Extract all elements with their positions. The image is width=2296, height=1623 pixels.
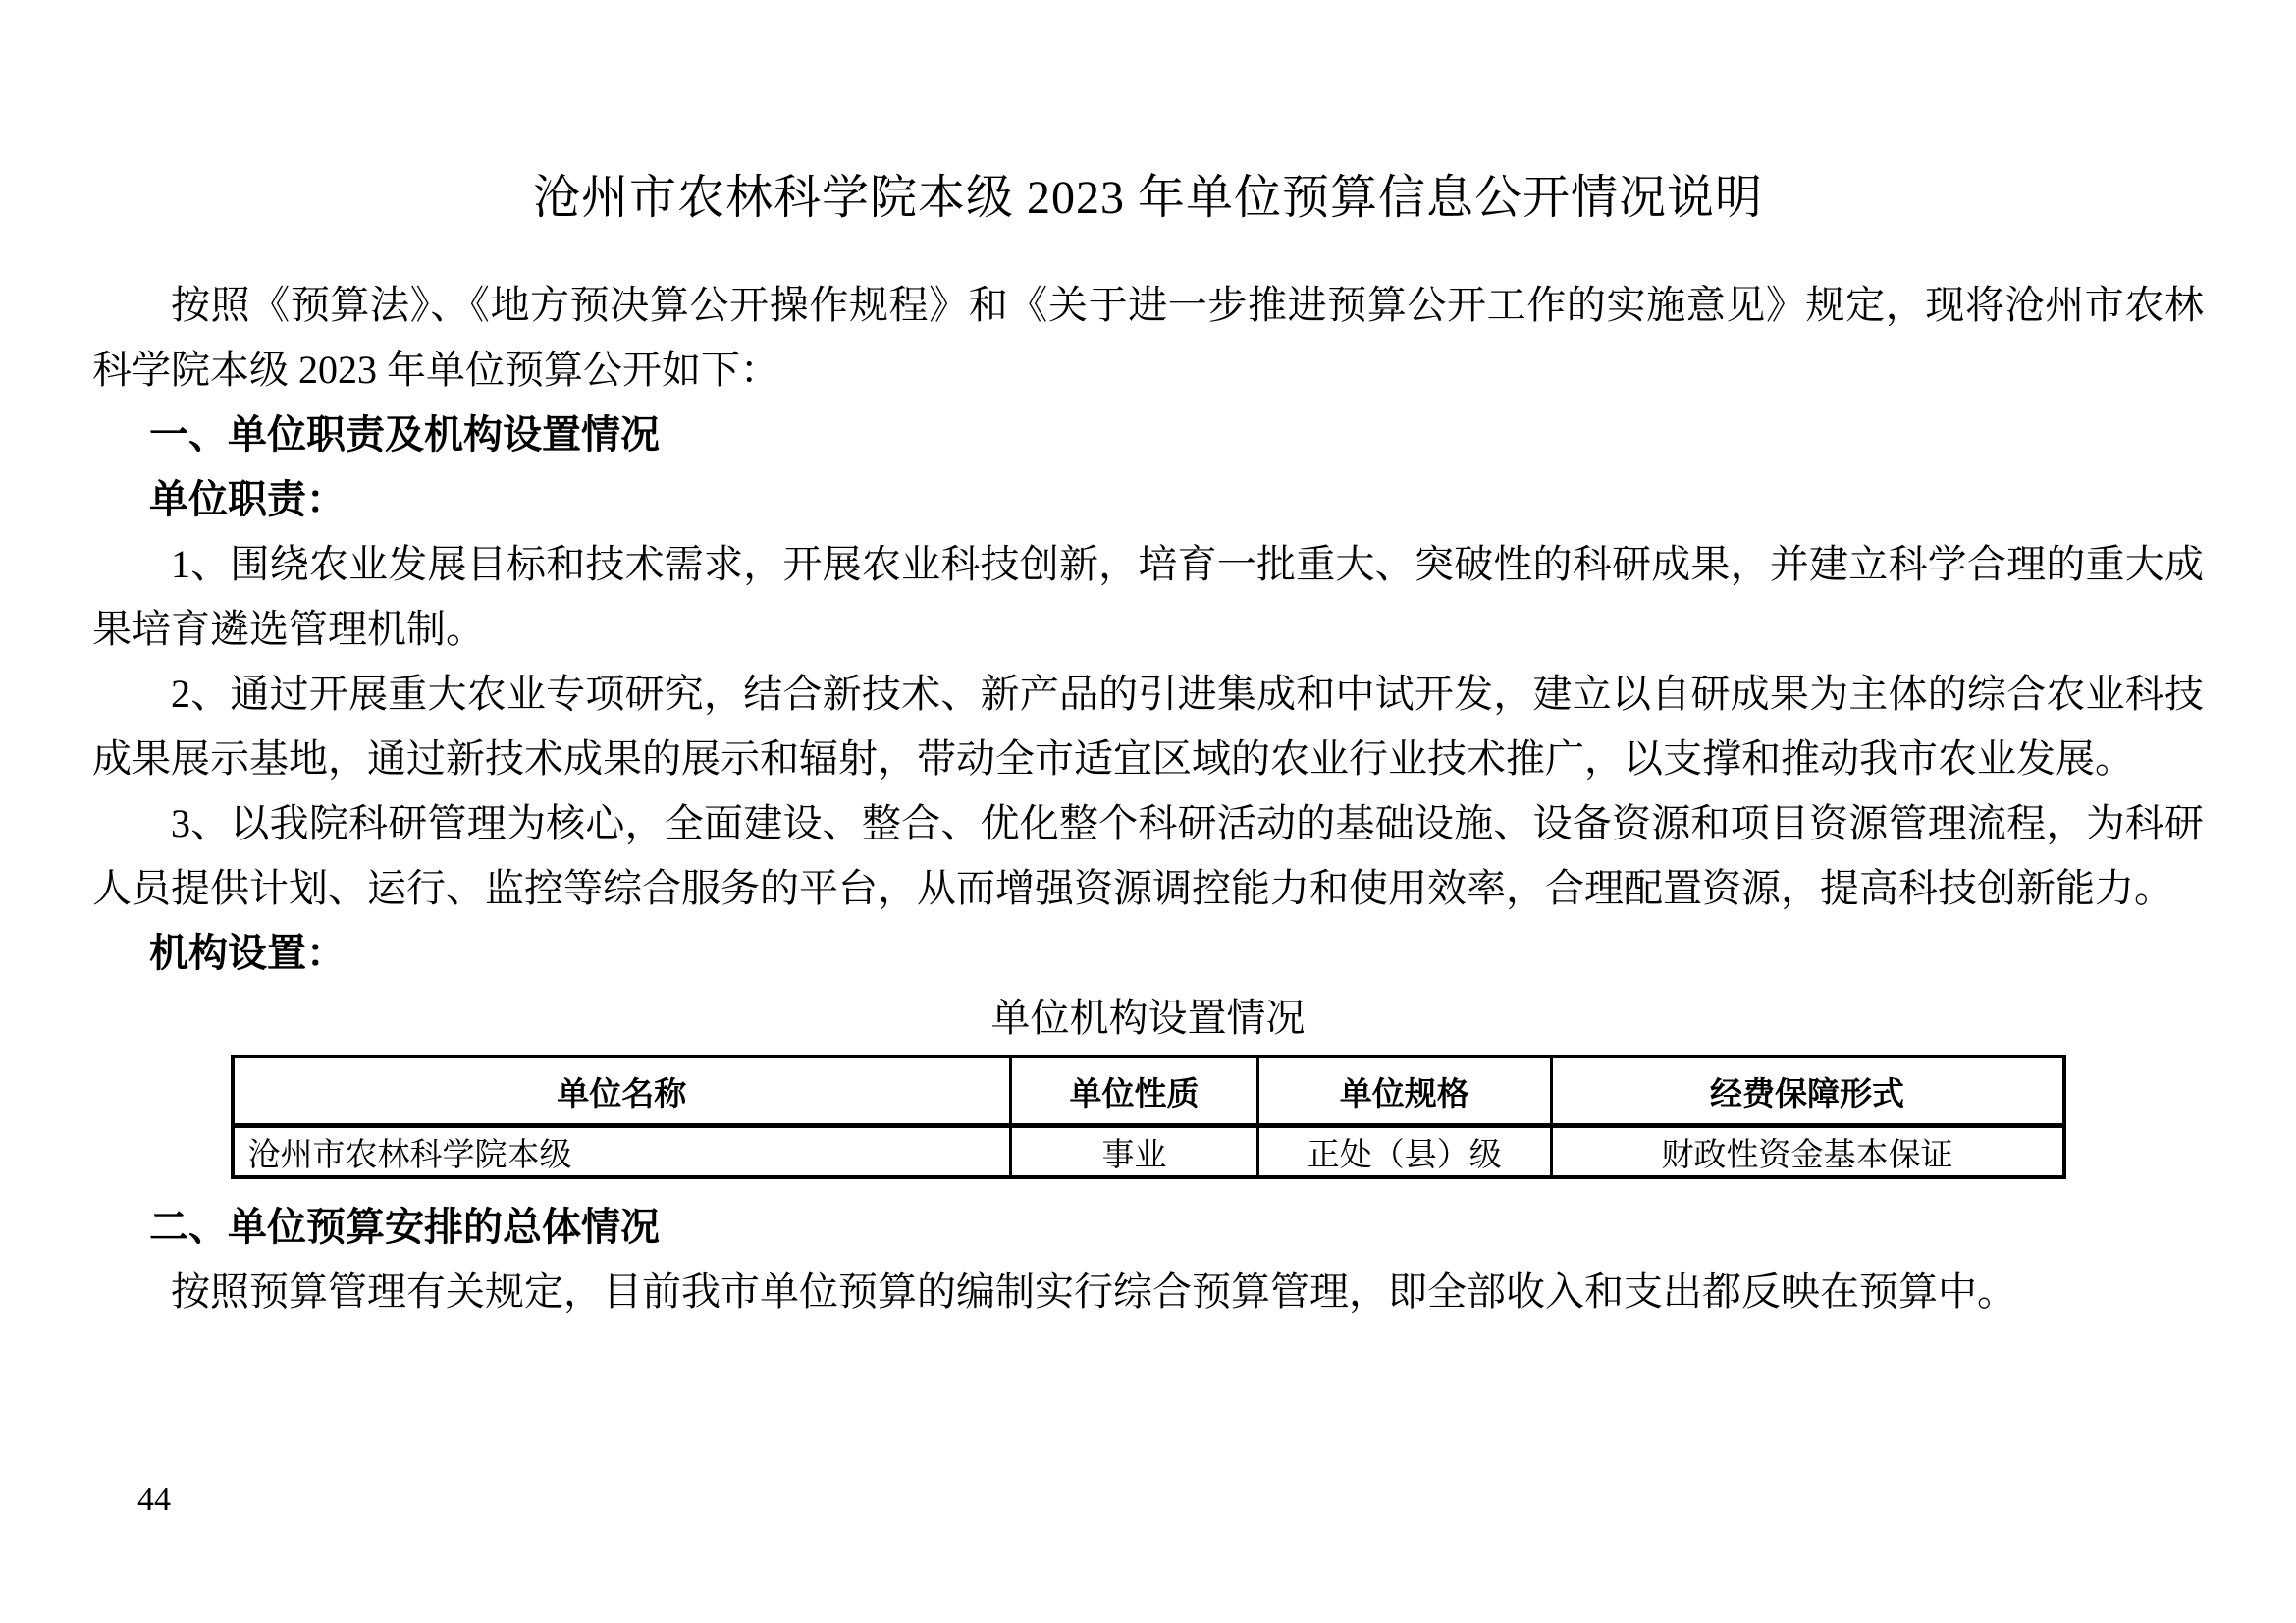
org-table-header-unit-name: 单位名称 (233, 1056, 1011, 1126)
table-row (233, 1126, 2064, 1178)
org-table-header-unit-type: 单位性质 (1011, 1056, 1258, 1126)
org-table (231, 1055, 2066, 1179)
org-setup-label: 机构设置： (149, 932, 346, 975)
org-table-cell-unit-grade: 正处（县）级 (1257, 1126, 1551, 1178)
intro-paragraph: 按照《预算法》、《地方预决算公开操作规程》和《关于进一步推进预算公开工作的实施意见》规定，现将沧州市农林科学院本级 2023 年单位预算公开如下： (92, 283, 2204, 392)
section2-heading: 二、单位预算安排的总体情况 (149, 1206, 660, 1249)
org-table-cell-funding-form: 财政性资金基本保证 (1551, 1126, 2064, 1178)
page-number: 44 (137, 1482, 171, 1518)
section1-heading: 一、单位职责及机构设置情况 (149, 413, 660, 457)
duty-paragraph-2: 2、通过开展重大农业专项研究，结合新技术、新产品的引进集成和中试开发，建立以自研成果为主体的综合农业科技成果展示基地，通过新技术成果的展示和辐射，带动全市适宜区域的农业行业技术推广，以支撑和推动我市农业发展。 (92, 672, 2204, 781)
org-table-header-unit-grade: 单位规格 (1257, 1056, 1551, 1126)
org-table-caption: 单位机构设置情况 (990, 996, 1306, 1040)
duty-paragraph-1: 1、围绕农业发展目标和技术需求，开展农业科技创新，培育一批重大、突破性的科研成果，并建立科学合理的重大成果培育遴选管理机制。 (92, 542, 2204, 651)
org-table-header-row (233, 1056, 2064, 1126)
org-table-header-funding-form: 经费保障形式 (1551, 1056, 2064, 1126)
org-table-cell-unit-type: 事业 (1011, 1126, 1258, 1178)
section2-paragraph: 按照预算管理有关规定，目前我市单位预算的编制实行综合预算管理，即全部收入和支出都反映在预算中。 (171, 1270, 2016, 1314)
duties-label: 单位职责： (149, 478, 346, 521)
duty-paragraph-3: 3、以我院科研管理为核心，全面建设、整合、优化整个科研活动的基础设施、设备资源和项目资源管理流程，为科研人员提供计划、运行、监控等综合服务的平台，从而增强资源调控能力和使用效率，合理配置资源，提高科技创新能力。 (92, 801, 2204, 910)
page-title: 沧州市农林科学院本级 2023 年单位预算信息公开情况说明 (532, 172, 1763, 224)
org-table-cell-unit-name: 沧州市农林科学院本级 (233, 1126, 1011, 1178)
